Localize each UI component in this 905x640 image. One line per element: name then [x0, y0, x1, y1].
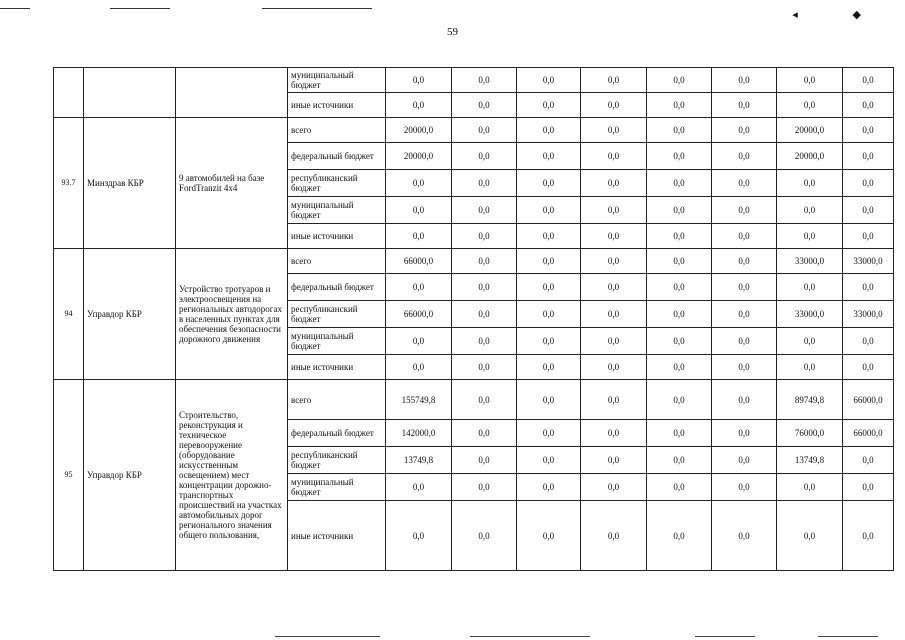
amount-cell: 0,0	[777, 68, 843, 93]
amount-cell: 0,0	[712, 420, 777, 447]
amount-cell: 0,0	[712, 118, 777, 143]
amount-cell: 0,0	[647, 420, 712, 447]
amount-cell: 0,0	[843, 68, 894, 93]
table-row	[54, 249, 894, 274]
amount-cell: 0,0	[386, 274, 452, 301]
amount-cell: 0,0	[386, 474, 452, 501]
amount-cell: 142000,0	[386, 420, 452, 447]
amount-cell: 0,0	[517, 118, 581, 143]
amount-cell: 0,0	[581, 501, 647, 571]
budget-table	[53, 67, 894, 571]
amount-cell: 0,0	[712, 447, 777, 474]
amount-cell: 0,0	[517, 328, 581, 355]
amount-cell: 0,0	[517, 197, 581, 224]
amount-cell: 0,0	[517, 274, 581, 301]
amount-cell: 33000,0	[843, 301, 894, 328]
amount-cell: 0,0	[843, 224, 894, 249]
amount-cell: 0,0	[712, 274, 777, 301]
funding-source-cell: всего	[288, 380, 386, 420]
amount-cell: 0,0	[712, 143, 777, 170]
amount-cell: 0,0	[581, 249, 647, 274]
bottom-rule-2	[470, 636, 590, 637]
amount-cell: 0,0	[386, 328, 452, 355]
amount-cell: 0,0	[581, 301, 647, 328]
amount-cell: 0,0	[843, 197, 894, 224]
amount-cell: 0,0	[712, 301, 777, 328]
amount-cell: 0,0	[581, 355, 647, 380]
amount-cell: 0,0	[386, 68, 452, 93]
amount-cell: 0,0	[647, 474, 712, 501]
amount-cell: 0,0	[647, 501, 712, 571]
amount-cell: 0,0	[517, 501, 581, 571]
amount-cell: 0,0	[712, 197, 777, 224]
amount-cell: 0,0	[777, 328, 843, 355]
funding-source-cell: федеральный бюджет	[288, 143, 386, 170]
amount-cell: 0,0	[452, 224, 517, 249]
amount-cell: 0,0	[452, 328, 517, 355]
table-row	[54, 118, 894, 143]
amount-cell: 0,0	[843, 170, 894, 197]
funding-source-cell: республиканский бюджет	[288, 301, 386, 328]
amount-cell: 0,0	[712, 93, 777, 118]
activity-cell: 9 автомобилей на базе FordTranzit 4x4	[176, 118, 288, 249]
row-number: 95	[54, 380, 84, 571]
amount-cell: 0,0	[452, 380, 517, 420]
amount-cell: 0,0	[712, 224, 777, 249]
executor-cell: Управдор КБР	[84, 380, 176, 571]
funding-source-cell: иные источники	[288, 93, 386, 118]
funding-source-cell: иные источники	[288, 224, 386, 249]
amount-cell: 0,0	[581, 474, 647, 501]
page-number: 59	[447, 26, 458, 38]
amount-cell: 0,0	[777, 197, 843, 224]
amount-cell: 66000,0	[843, 380, 894, 420]
funding-source-cell: иные источники	[288, 501, 386, 571]
funding-source-cell: муниципальный бюджет	[288, 197, 386, 224]
amount-cell: 155749,8	[386, 380, 452, 420]
amount-cell: 0,0	[843, 355, 894, 380]
amount-cell: 0,0	[581, 274, 647, 301]
amount-cell: 0,0	[712, 501, 777, 571]
amount-cell: 0,0	[386, 93, 452, 118]
amount-cell: 0,0	[452, 355, 517, 380]
top-rule-1	[0, 8, 30, 9]
amount-cell: 0,0	[777, 170, 843, 197]
amount-cell: 0,0	[647, 170, 712, 197]
activity-cell: Устройство тротуаров и электроосвещения на региональных автодорогах в населенных пунктах для обеспечения безопасности дорожного движения	[176, 249, 288, 380]
table-body	[54, 68, 894, 571]
funding-source-cell: муниципальный бюджет	[288, 68, 386, 93]
amount-cell: 0,0	[777, 501, 843, 571]
amount-cell: 0,0	[517, 68, 581, 93]
amount-cell: 0,0	[843, 447, 894, 474]
amount-cell: 0,0	[647, 93, 712, 118]
activity-cell	[176, 68, 288, 118]
amount-cell: 0,0	[581, 143, 647, 170]
amount-cell: 66000,0	[386, 249, 452, 274]
amount-cell: 0,0	[452, 170, 517, 197]
amount-cell: 0,0	[517, 301, 581, 328]
amount-cell: 0,0	[843, 274, 894, 301]
amount-cell: 0,0	[452, 93, 517, 118]
amount-cell: 0,0	[581, 447, 647, 474]
amount-cell: 0,0	[777, 355, 843, 380]
executor-cell	[84, 68, 176, 118]
funding-source-cell: республиканский бюджет	[288, 447, 386, 474]
amount-cell: 13749,8	[386, 447, 452, 474]
amount-cell: 0,0	[843, 118, 894, 143]
amount-cell: 0,0	[517, 224, 581, 249]
amount-cell: 0,0	[517, 380, 581, 420]
funding-source-cell: всего	[288, 118, 386, 143]
amount-cell: 0,0	[517, 355, 581, 380]
amount-cell: 0,0	[581, 93, 647, 118]
amount-cell: 0,0	[581, 68, 647, 93]
corner-marks: ◂ ◆	[792, 9, 887, 21]
amount-cell: 0,0	[452, 474, 517, 501]
amount-cell: 0,0	[712, 380, 777, 420]
amount-cell: 20000,0	[386, 143, 452, 170]
amount-cell: 0,0	[452, 143, 517, 170]
amount-cell: 0,0	[386, 224, 452, 249]
amount-cell: 0,0	[386, 197, 452, 224]
amount-cell: 0,0	[647, 68, 712, 93]
amount-cell: 0,0	[386, 501, 452, 571]
amount-cell: 0,0	[647, 301, 712, 328]
amount-cell: 0,0	[647, 274, 712, 301]
amount-cell: 0,0	[452, 301, 517, 328]
amount-cell: 0,0	[843, 328, 894, 355]
funding-source-cell: федеральный бюджет	[288, 274, 386, 301]
amount-cell: 0,0	[452, 197, 517, 224]
amount-cell: 0,0	[712, 355, 777, 380]
amount-cell: 0,0	[386, 170, 452, 197]
amount-cell: 0,0	[517, 420, 581, 447]
amount-cell: 66000,0	[386, 301, 452, 328]
amount-cell: 0,0	[452, 249, 517, 274]
amount-cell: 0,0	[581, 118, 647, 143]
amount-cell: 0,0	[647, 328, 712, 355]
top-rule-2	[110, 8, 170, 9]
amount-cell: 0,0	[452, 274, 517, 301]
amount-cell: 20000,0	[777, 118, 843, 143]
activity-cell: Строительство, реконструкция и техническое перевооружение (оборудование искусственным освещением) мест концентрации дорожно-транспортных происшествий на участках автомобильных дорог регионального значения общего пользования,	[176, 380, 288, 571]
top-rule-3	[262, 8, 372, 9]
funding-source-cell: муниципальный бюджет	[288, 328, 386, 355]
funding-source-cell: республиканский бюджет	[288, 170, 386, 197]
amount-cell: 89749,8	[777, 380, 843, 420]
table-row	[54, 68, 894, 93]
amount-cell: 0,0	[517, 170, 581, 197]
amount-cell: 0,0	[777, 274, 843, 301]
amount-cell: 0,0	[517, 143, 581, 170]
funding-source-cell: муниципальный бюджет	[288, 474, 386, 501]
amount-cell: 0,0	[647, 143, 712, 170]
funding-source-cell: всего	[288, 249, 386, 274]
amount-cell: 0,0	[712, 249, 777, 274]
amount-cell: 0,0	[712, 170, 777, 197]
amount-cell: 0,0	[517, 249, 581, 274]
amount-cell: 0,0	[581, 224, 647, 249]
amount-cell: 0,0	[581, 380, 647, 420]
amount-cell: 0,0	[712, 328, 777, 355]
amount-cell: 0,0	[517, 447, 581, 474]
amount-cell: 0,0	[647, 249, 712, 274]
amount-cell: 0,0	[452, 68, 517, 93]
amount-cell: 0,0	[843, 143, 894, 170]
amount-cell: 0,0	[647, 447, 712, 474]
amount-cell: 33000,0	[843, 249, 894, 274]
amount-cell: 0,0	[647, 197, 712, 224]
amount-cell: 66000,0	[843, 420, 894, 447]
amount-cell: 0,0	[452, 447, 517, 474]
bottom-rule-4	[818, 636, 878, 637]
table-row	[54, 380, 894, 420]
amount-cell: 0,0	[581, 420, 647, 447]
amount-cell: 0,0	[517, 474, 581, 501]
row-number: 93.7	[54, 118, 84, 249]
amount-cell: 20000,0	[777, 143, 843, 170]
amount-cell: 0,0	[452, 420, 517, 447]
amount-cell: 0,0	[843, 501, 894, 571]
amount-cell: 0,0	[581, 328, 647, 355]
amount-cell: 76000,0	[777, 420, 843, 447]
amount-cell: 0,0	[647, 355, 712, 380]
amount-cell: 0,0	[712, 474, 777, 501]
amount-cell: 0,0	[452, 501, 517, 571]
amount-cell: 0,0	[647, 224, 712, 249]
amount-cell: 0,0	[777, 93, 843, 118]
amount-cell: 0,0	[843, 474, 894, 501]
amount-cell: 0,0	[777, 474, 843, 501]
amount-cell: 0,0	[581, 170, 647, 197]
executor-cell: Минздрав КБР	[84, 118, 176, 249]
amount-cell: 0,0	[647, 380, 712, 420]
amount-cell: 0,0	[581, 197, 647, 224]
amount-cell: 0,0	[647, 118, 712, 143]
executor-cell: Управдор КБР	[84, 249, 176, 380]
amount-cell: 33000,0	[777, 249, 843, 274]
amount-cell: 0,0	[777, 224, 843, 249]
funding-source-cell: иные источники	[288, 355, 386, 380]
amount-cell: 0,0	[712, 68, 777, 93]
row-number: 94	[54, 249, 84, 380]
amount-cell: 0,0	[452, 118, 517, 143]
amount-cell: 0,0	[386, 355, 452, 380]
amount-cell: 0,0	[843, 93, 894, 118]
amount-cell: 33000,0	[777, 301, 843, 328]
bottom-rule-1	[275, 636, 380, 637]
amount-cell: 0,0	[517, 93, 581, 118]
amount-cell: 13749,8	[777, 447, 843, 474]
row-number	[54, 68, 84, 118]
funding-source-cell: федеральный бюджет	[288, 420, 386, 447]
bottom-rule-3	[695, 636, 755, 637]
amount-cell: 20000,0	[386, 118, 452, 143]
